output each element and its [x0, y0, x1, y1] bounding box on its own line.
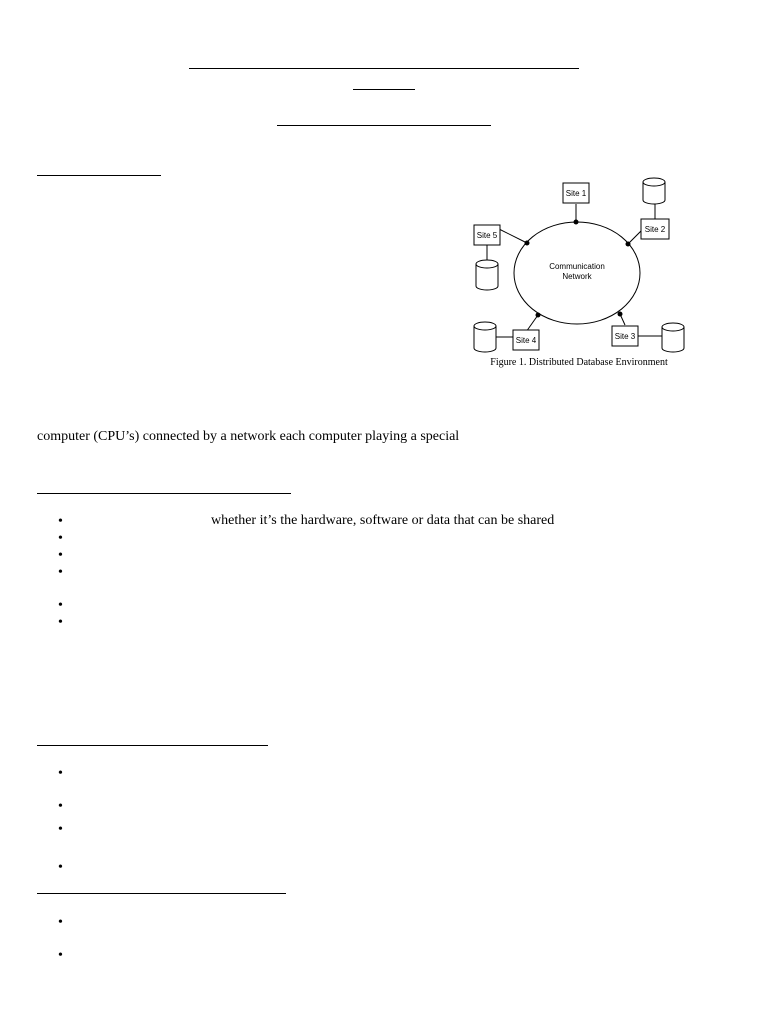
heading-underline [277, 125, 491, 126]
bullet-marker: • [58, 860, 63, 875]
network-label-line1: Communication [549, 262, 605, 271]
bullet-marker: • [58, 598, 63, 613]
figure-caption: Figure 1. Distributed Database Environment [490, 357, 668, 368]
section-heading-underline-1 [37, 175, 161, 176]
section-heading-underline-3 [37, 745, 268, 746]
subtitle-underline [353, 89, 415, 90]
database-icon-site3 [662, 323, 684, 352]
distributed-database-figure [460, 170, 700, 375]
section-heading-underline-4 [37, 893, 286, 894]
site1-label: Site 1 [565, 189, 587, 198]
bullet-marker: • [58, 915, 63, 930]
intro-text-line: computer (CPU’s) connected by a network each computer playing a special [37, 429, 460, 444]
bullet-marker: • [58, 822, 63, 837]
site4-label: Site 4 [515, 336, 537, 345]
database-icon-site5 [476, 260, 498, 290]
site5-label: Site 5 [476, 231, 498, 240]
bullet1-text: whether it’s the hardware, software or data that can be shared [211, 513, 555, 528]
site2-label: Site 2 [644, 225, 666, 234]
network-label-line2: Network [562, 272, 592, 281]
bullet-marker: • [58, 514, 63, 529]
bullet-marker: • [58, 948, 63, 963]
database-icon-site2 [643, 178, 665, 204]
bullet-marker: • [58, 799, 63, 814]
section-heading-underline-2 [37, 493, 291, 494]
bullet-marker: • [58, 766, 63, 781]
bullet-marker: • [58, 565, 63, 580]
site3-label: Site 3 [614, 332, 636, 341]
database-icon-site4 [474, 322, 496, 352]
bullet-marker: • [58, 531, 63, 546]
bullet-marker: • [58, 615, 63, 630]
title-underline [189, 68, 579, 69]
bullet-marker: • [58, 548, 63, 563]
